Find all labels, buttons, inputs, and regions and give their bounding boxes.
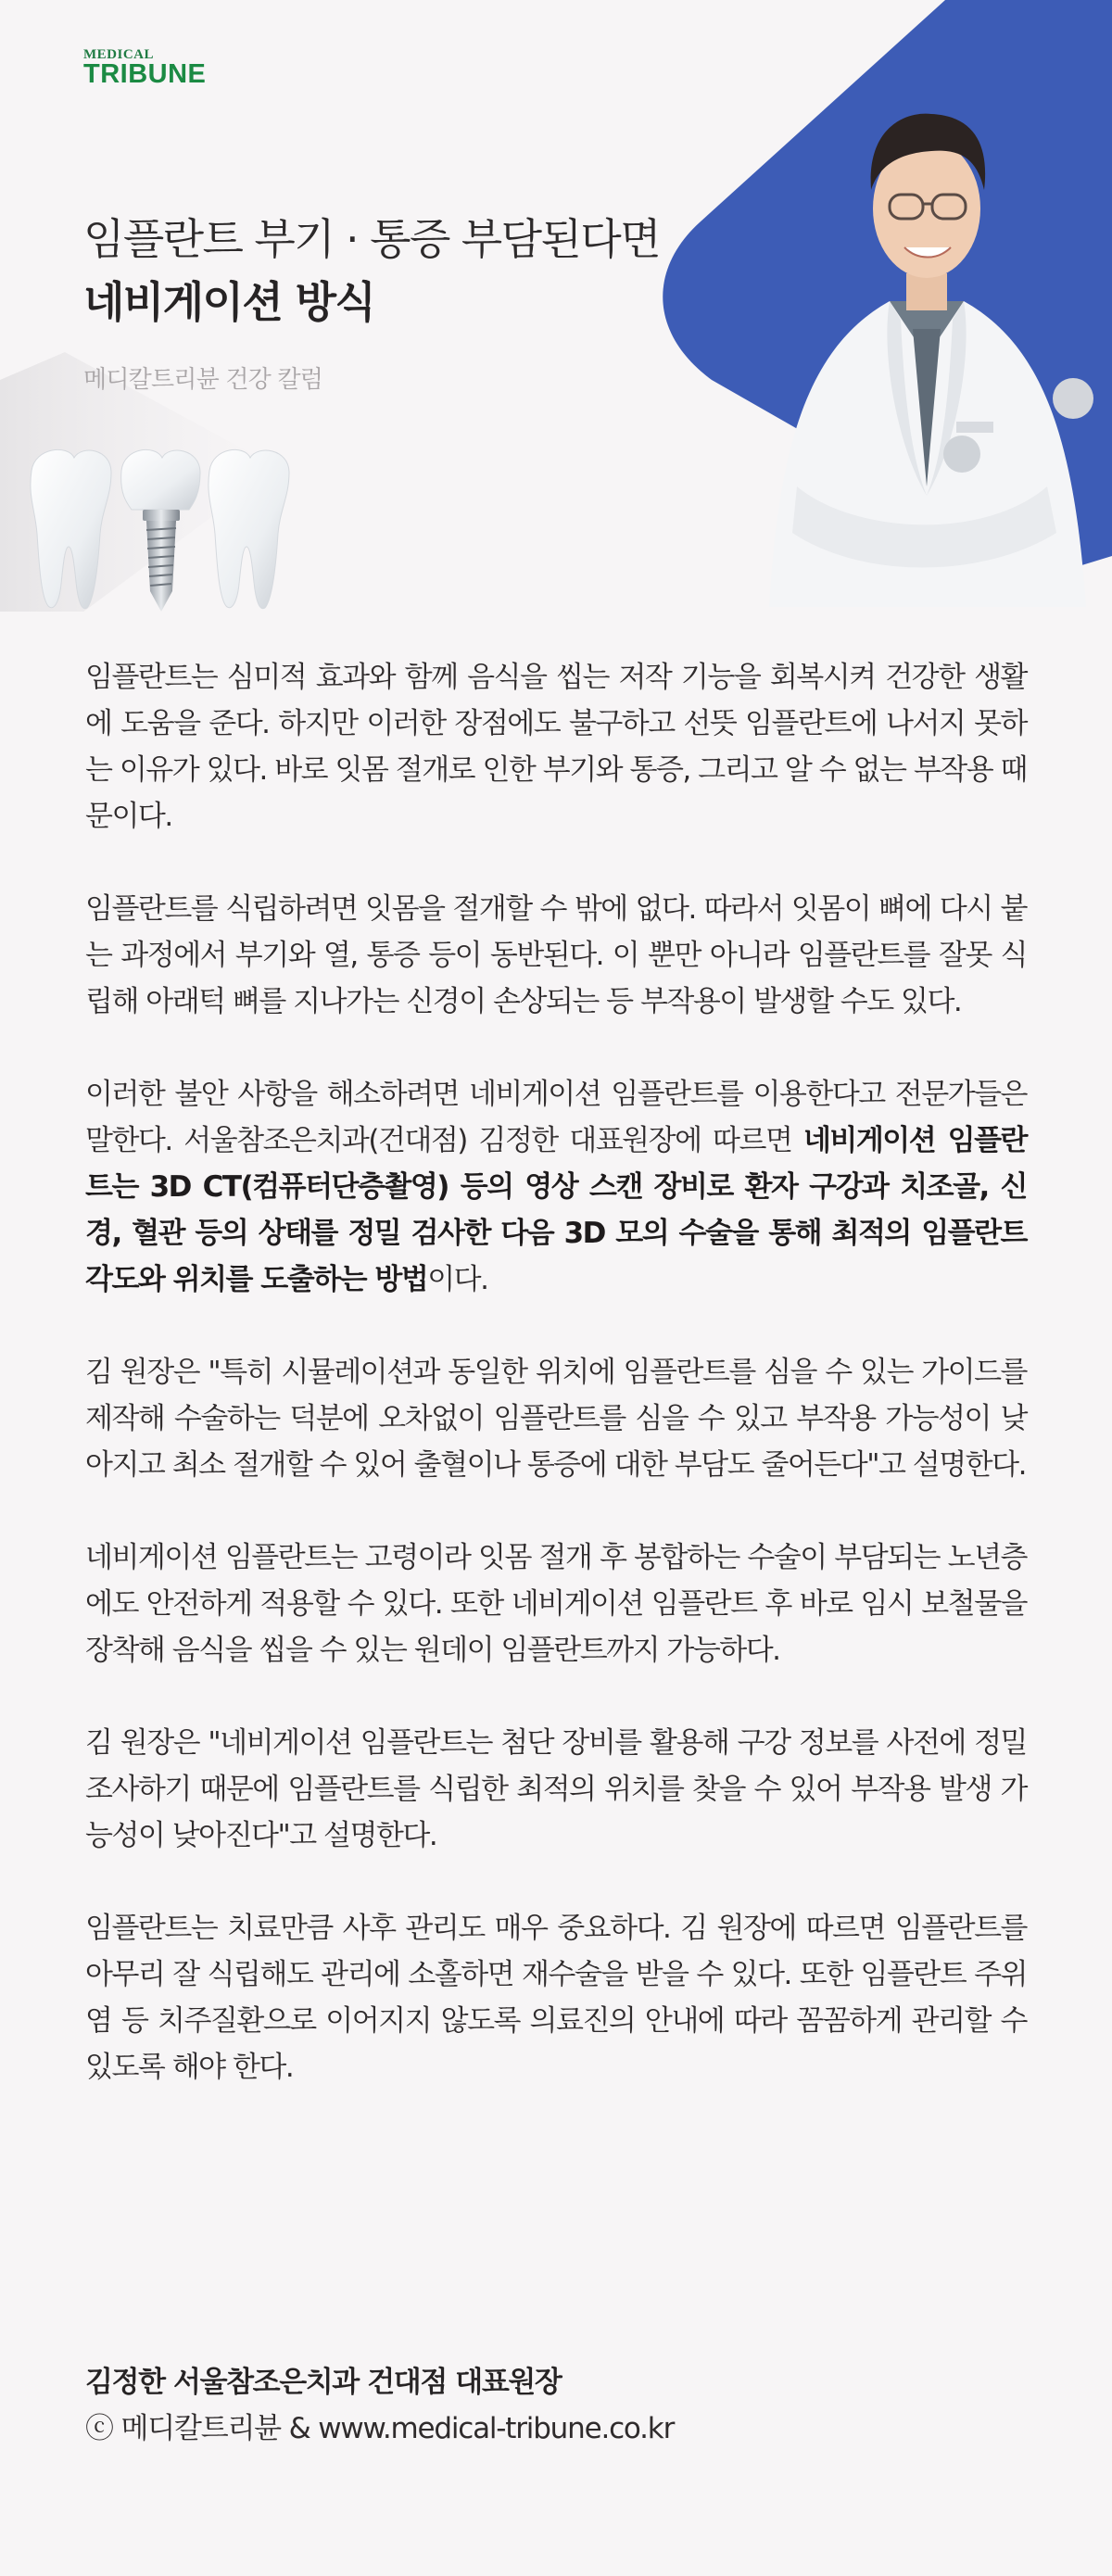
paragraph-2: 임플란트를 식립하려면 잇몸을 절개할 수 밖에 없다. 따라서 잇몸이 뼈에 다시 붙는 과정에서 부기와 열, 통증 등이 동반된다. 이 뿐만 아니라 임플란트를 잘못 식립해 아래턱 뼈를 지나가는 신경이 손상되는 등 부작용이 발생할 수도 있다. (85, 892, 1027, 1018)
doctor-portrait (741, 51, 1112, 607)
hero-header (0, 0, 1112, 612)
paragraph-3 (85, 1071, 1027, 1303)
paragraph-6: 김 원장은 "네비게이션 임플란트는 첨단 장비를 활용해 구강 정보를 사전에 정밀 조사하기 때문에 임플란트를 식립한 최적의 위치를 찾을 수 있어 부작용 발생 가능성이 낮아진다"고 설명한다. (85, 1726, 1027, 1852)
paragraph-3-intro: 이러한 불안 사항을 해소하려면 네비게이션 임플란트를 이용한다고 전문가들은 말한다. 서울참조은치과(건대점) 김정한 대표원장에 따르면 (85, 1078, 1027, 1157)
paragraph-3-ending: 이다. (427, 1263, 488, 1296)
author-credit: 김정한 서울참조은치과 건대점 대표원장 (85, 2366, 562, 2399)
article-body (85, 654, 1027, 2137)
copyright-notice: ⓒ 메디칼트리뷴 & www.medical-tribune.co.kr (85, 2412, 675, 2445)
paragraph-1: 임플란트는 심미적 효과와 함께 음식을 씹는 저작 기능을 회복시켜 건강한 생활에 도움을 준다. 하지만 이러한 장점에도 불구하고 선뜻 임플란트에 나서지 못하는 이유가 있다. 바로 잇몸 절개로 인한 부기와 통증, 그리고 알 수 없는 부작용 때문이다. (85, 661, 1027, 833)
column-subtitle: 메디칼트리뷴 건강 칼럼 (83, 366, 323, 394)
paragraph-7: 임플란트는 치료만큼 사후 관리도 매우 중요하다. 김 원장에 따르면 임플란트를 아무리 잘 식립해도 관리에 소홀하면 재수술을 받을 수 있다. 또한 임플란트 주위염 등 치주질환으로 이어지지 않도록 의료진의 안내에 따라 꼼꼼하게 관리할 수 있도록 해야 한다. (85, 1912, 1027, 2084)
paragraph-4: 김 원장은 "특히 시뮬레이션과 동일한 위치에 임플란트를 심을 수 있는 가이드를 제작해 수술하는 덕분에 오차없이 임플란트를 심을 수 있고 부작용 가능성이 낮아지고 최소 절개할 수 있어 출혈이나 통증에 대한 부담도 줄어든다"고 설명한다. (85, 1356, 1027, 1482)
logo-top-text: MEDICAL (83, 47, 155, 62)
teeth-implant-illustration (26, 443, 295, 612)
paragraph-5: 네비게이션 임플란트는 고령이라 잇몸 절개 후 봉합하는 수술이 부담되는 노년층에도 안전하게 적용할 수 있다. 또한 네비게이션 임플란트 후 바로 임시 보철물을 장착해 음식을 씹을 수 있는 원데이 임플란트까지 가능하다. (85, 1541, 1027, 1667)
article-footer (85, 2359, 674, 2452)
medical-tribune-logo[interactable] (83, 48, 206, 88)
title-line-1: 임플란트 부기 · 통증 부담된다면 (83, 214, 660, 264)
paragraph-3-highlight: 네비게이션 임플란트는 3D CT(컴퓨터단층촬영) 등의 영상 스캔 장비로 환자 구강과 치조골, 신경, 혈관 등의 상태를 정밀 검사한 다음 3D 모의 수술을 통해 최적의 임플란트 각도와 위치를 도출하는 방법 (85, 1124, 1027, 1296)
logo-bottom-text: TRIBUNE (83, 59, 207, 89)
title-line-2: 네비게이션 방식 (83, 277, 375, 327)
